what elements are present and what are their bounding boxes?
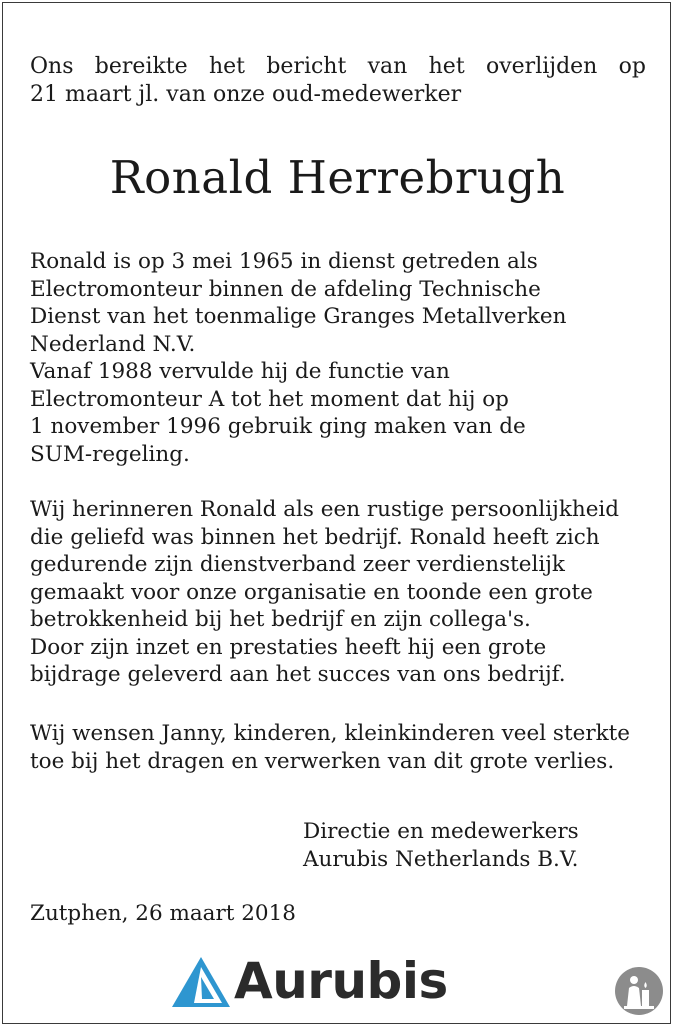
paragraph-condolence xyxy=(30,720,646,775)
text-line: Wij herinneren Ronald als een rustige persoonlijkheid xyxy=(30,497,620,522)
signature-line: Aurubis Netherlands B.V. xyxy=(303,846,579,872)
company-logo xyxy=(172,952,512,1011)
text-line: die geliefd was binnen het bedrijf. Ronald heeft zich xyxy=(30,524,600,550)
text-line: Nederland N.V. xyxy=(30,331,196,357)
text-line: Vanaf 1988 vervulde hij de functie van xyxy=(30,359,450,384)
text-line: SUM-regeling. xyxy=(30,441,190,467)
place-date: Zutphen, 26 maart 2018 xyxy=(30,901,296,926)
text-line: toe bij het dragen en verwerken van dit grote verlies. xyxy=(30,748,615,774)
text-line: bijdrage geleverd aan het succes van ons bedrijf. xyxy=(30,662,566,687)
intro-line: 21 maart jl. van onze oud-medewerker xyxy=(30,82,462,107)
memorial-candle-icon xyxy=(614,966,664,1016)
signature-line: Directie en medewerkers xyxy=(303,819,579,844)
aurubis-triangle-logo-icon xyxy=(172,955,234,1011)
text-line: betrokkenheid bij het bedrijf en zijn collega's. xyxy=(30,607,531,632)
text-line: Dienst van het toenmalige Granges Metallverken xyxy=(30,304,567,329)
deceased-name: Ronald Herrebrugh xyxy=(109,151,566,204)
text-line: gedurende zijn dienstverband zeer verdienstelijk xyxy=(30,552,565,577)
text-line: Ronald is op 3 mei 1965 in dienst getreden als xyxy=(30,249,538,274)
logo-wordmark: Aurubis xyxy=(234,952,448,1010)
signature xyxy=(303,818,579,873)
intro-text xyxy=(30,53,646,109)
text-line: Door zijn inzet en prestaties heeft hij een grote xyxy=(30,634,547,660)
paragraph-career xyxy=(30,248,646,468)
text-line: Electromonteur A tot het moment dat hij op xyxy=(30,386,509,412)
intro-line: Ons bereikte het bericht van het overlijden op xyxy=(30,54,646,79)
text-line: Electromonteur binnen de afdeling Technische xyxy=(30,276,541,302)
text-line: 1 november 1996 gebruik ging maken van de xyxy=(30,414,526,439)
text-line: gemaakt voor onze organisatie en toonde een grote xyxy=(30,579,593,605)
text-line: Wij wensen Janny, kinderen, kleinkinderen veel sterkte xyxy=(30,721,630,746)
paragraph-remembrance xyxy=(30,496,646,689)
